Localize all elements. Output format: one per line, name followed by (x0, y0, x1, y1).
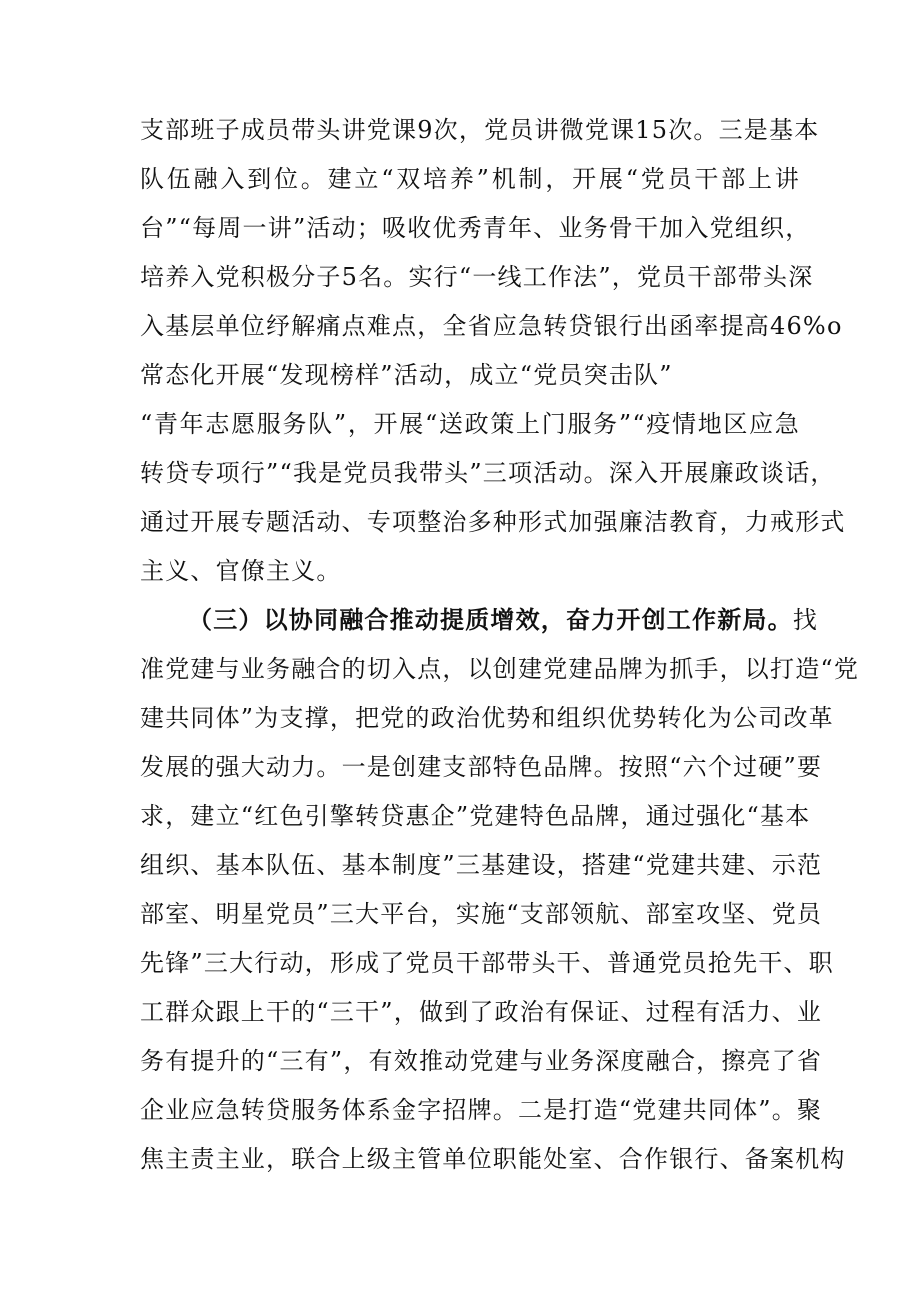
paragraph-line: 常态化开展“发现榜样”活动，成立“党员突击队” (140, 361, 673, 389)
paragraph-line: 主义、官僚主义。 (140, 557, 342, 585)
section-heading-line (188, 605, 819, 635)
paragraph-line: 建共同体”为支撑，把党的政治优势和组织优势转化为公司改革 (140, 704, 834, 732)
paragraph-line: 务有提升的“三有”，有效推动党建与业务深度融合，擦亮了省 (140, 1047, 823, 1075)
paragraph-line: 台”“每周一讲”活动；吸收优秀青年、业务骨干加入党组织， (140, 214, 811, 242)
paragraph-line: 企业应急转贷服务体系金字招牌。二是打造“党建共同体”。聚 (140, 1096, 823, 1124)
paragraph-line: 先锋”三大行动，形成了党员干部带头干、普通党员抢先干、职 (140, 949, 834, 977)
section-heading: （三）以协同融合推动提质增效，奋力开创工作新局。 (188, 605, 793, 634)
paragraph-line: 部室、明星党员”三大平台，实施“支部领航、部室攻坚、党员 (140, 900, 823, 928)
paragraph-line: 培养入党积极分子5名。实行“一线工作法”，党员干部带头深 (140, 263, 814, 291)
paragraph-line: 支部班子成员带头讲党课9次，党员讲微党课15次。三是基本 (140, 116, 820, 144)
paragraph-line: 通过开展专题活动、专项整治多种形式加强廉洁教育，力戒形式 (140, 508, 846, 536)
paragraph-line: 准党建与业务融合的切入点，以创建党建品牌为抓手，以打造“党 (140, 655, 860, 683)
paragraph-line: 组织、基本队伍、基本制度”三基建设，搭建“党建共建、示范 (140, 851, 823, 879)
paragraph-line: 焦主责主业，联合上级主管单位职能处室、合作银行、备案机构 (140, 1145, 846, 1173)
paragraph-line: “青年志愿服务队”，开展“送政策上门服务”“疫情地区应急 (140, 410, 800, 438)
paragraph-line: 入基层单位纾解痛点难点，全省应急转贷银行出函率提高46%o (140, 312, 843, 340)
paragraph-line: 转贷专项行”“我是党员我带头”三项活动。深入开展廉政谈话， (140, 459, 836, 487)
paragraph-line: 队伍融入到位。建立“双培养”机制，开展“党员干部上讲 (140, 165, 800, 193)
paragraph-line: 工群众跟上干的“三干”，做到了政治有保证、过程有活力、业 (140, 998, 823, 1026)
section-heading-tail: 找 (792, 606, 819, 634)
paragraph-line: 求，建立“红色引擎转贷惠企”党建特色品牌，通过强化“基本 (140, 802, 811, 830)
paragraph-line: 发展的强大动力。一是创建支部特色品牌。按照“六个过硬”要 (140, 753, 823, 781)
